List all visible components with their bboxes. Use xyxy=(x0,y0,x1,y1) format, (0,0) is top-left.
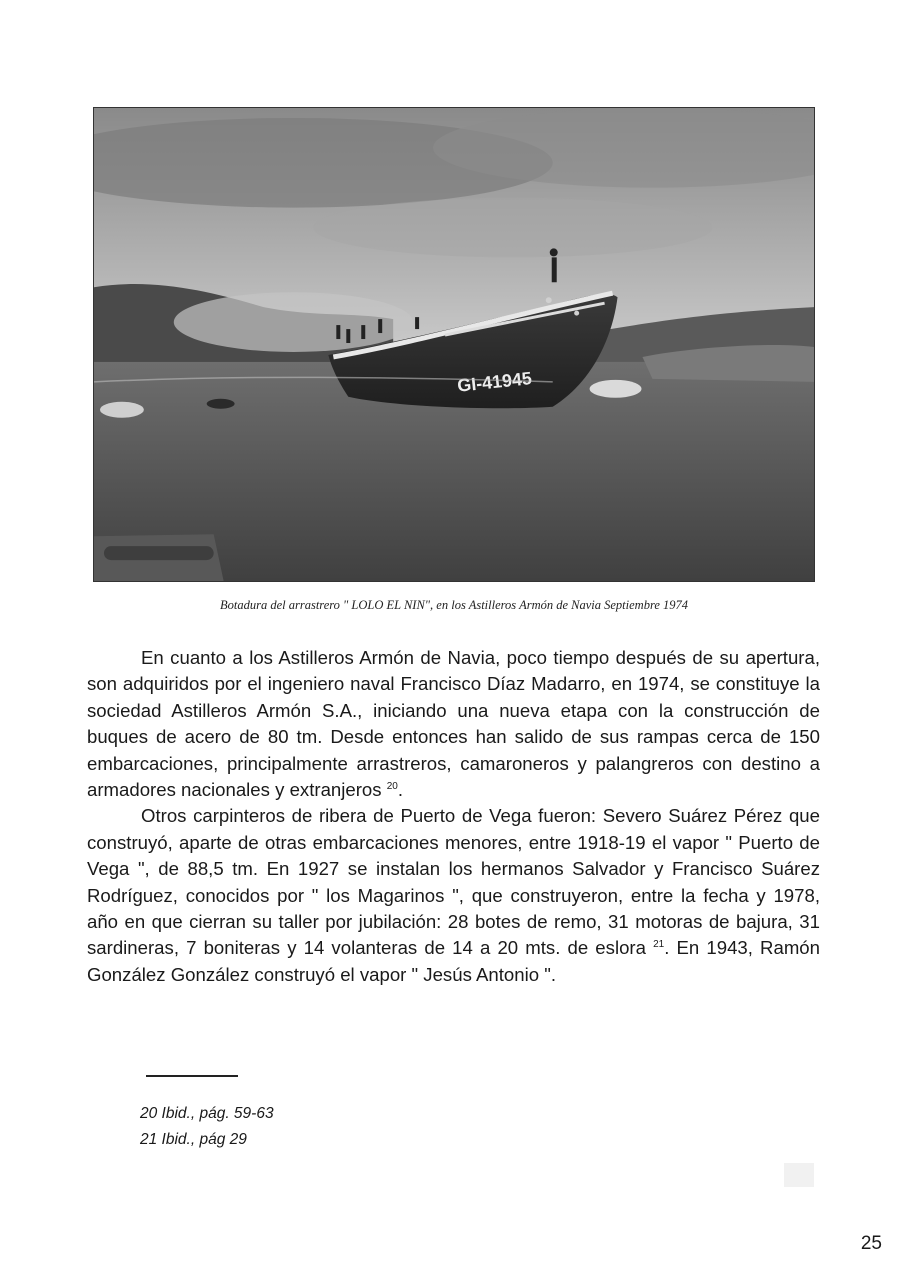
footnote-20: 20 Ibid., pág. 59-63 xyxy=(140,1105,274,1122)
footnote-ref-20: 20 xyxy=(386,780,398,792)
paragraph-2-end: . En 1943, Ramón González González construyó el vapor " Jesús Antonio ". xyxy=(87,937,820,985)
hull-registration: GI-41945 xyxy=(456,368,533,396)
ship-launch-illustration xyxy=(94,108,814,581)
article-body xyxy=(87,645,820,988)
paragraph-2 xyxy=(87,803,820,988)
ship-launch-photo xyxy=(93,107,815,582)
scan-mark xyxy=(784,1163,814,1187)
footnote-21: 21 Ibid., pág 29 xyxy=(140,1131,247,1148)
paragraph-2-text: Otros carpinteros de ribera de Puerto de Vega fueron: Severo Suárez Pérez que construyó, aparte de otras embarcaciones menores, entre 1918-19 el vapor " Puerto de Vega ", de 88,5 tm. En 1927 se instalan los hermanos Salvador y Francisco Suárez Rodríguez, conocidos por " los Magarinos ", que construyeron, entre la fecha y 1978, año en que cierran su taller por jubilación: 28 botes de remo, 31 motoras de bajura, 31 sardineras, 7 boniteras y 14 volanteras de 14 a 20 mts. de eslora xyxy=(87,805,820,959)
footnote-ref-21: 21 xyxy=(653,939,665,951)
paragraph-1-text: En cuanto a los Astilleros Armón de Navia, poco tiempo después de su apertura, son adquiridos por el ingeniero naval Francisco Díaz Madarro, en 1974, se constituye la sociedad Astilleros Armón S.A., iniciando una nueva etapa con la construcción de buques de acero de 80 tm. Desde entonces han salido de sus rampas cerca de 150 embarcaciones, principalmente arrastreros, camaroneros y palangreros con destino a armadores nacionales y extranjeros xyxy=(87,647,820,801)
footnotes xyxy=(140,1101,274,1153)
paragraph-1-end: . xyxy=(397,779,404,801)
page-number: 25 xyxy=(860,1233,882,1254)
paragraph-1 xyxy=(87,645,820,803)
footnote-divider xyxy=(146,1075,238,1077)
photo-caption: Botadura del arrastrero " LOLO EL NIN", en los Astilleros Armón de Navia Septiembre 1974 xyxy=(219,598,689,612)
